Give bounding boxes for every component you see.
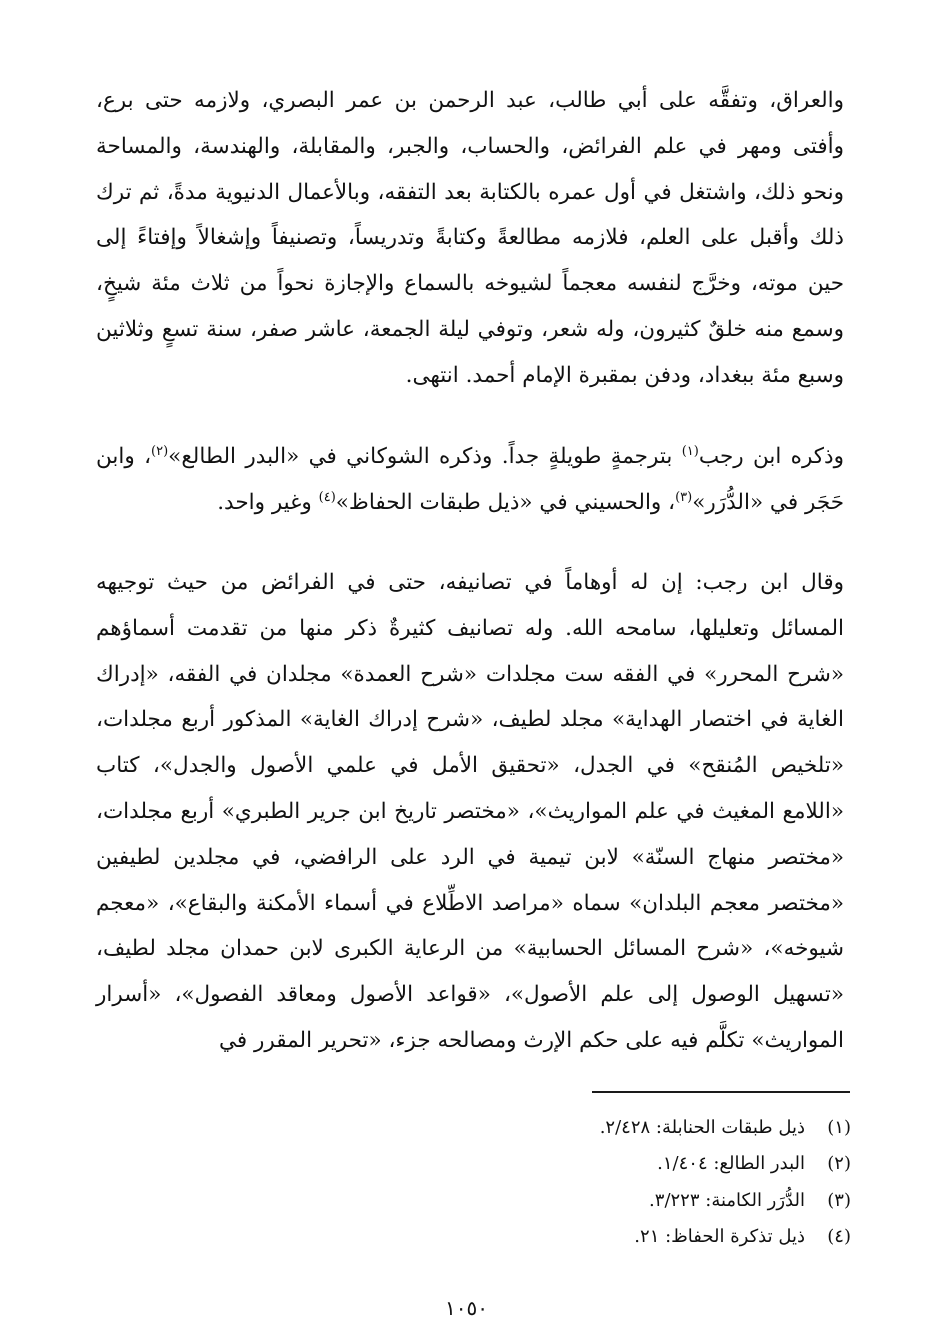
footnote-text: البدر الطالع: ١/٤٠٤. — [657, 1153, 805, 1175]
paragraph-text: والعراق، وتفقَّه على أبي طالب، عبد الرحمن بن عمر البصري، ولازمه حتى برع، وأفتى ومهر في علم الفرائض، والحساب، والجبر، والمقابلة، والهندسة، والمساحة ونحو ذلك، واشتغل في أول عمره بالكتابة بعد التفقه، وبالأعمال الدنيوية مدةً، ثم ترك ذلك وأقبل على العلم، فلازمه مطالعةً وكتابةً وتدريساً، وتصنيفاً وإشغالاً وإفتاءً إلى حين موته، وخرَّج لنفسه معجماً لشيوخه بالسماع والإجازة نحواً من ثلاث مئة شيخٍ، وسمع منه خلقٌ كثيرون، وله شعر، وتوفي ليلة الجمعة، عاشر صفر، سنة تسعٍ وثلاثين وسبع مئة ببغداد، ودفن بمقبرة الإمام أحمد. انتهى. — [96, 88, 845, 388]
paragraph-text: وذكره ابن رجب — [698, 444, 845, 469]
body-paragraph — [96, 78, 844, 399]
footnote-number: (٤) — [827, 1225, 851, 1247]
footnote-ref[interactable]: (٣) — [675, 489, 693, 505]
paragraph-text: ، والحسيني في «ذيل طبقات الحفاظ» — [335, 489, 676, 515]
footnote-text: ذيل طبقات الحنابلة: ٢/٤٢٨. — [599, 1117, 805, 1138]
footnote-number: (١) — [827, 1117, 851, 1138]
paragraph-text: وغير واحد. — [217, 489, 319, 515]
footnote-item — [431, 1183, 851, 1219]
footnote-item — [431, 1146, 851, 1182]
footnote-text: ذيل تذكرة الحفاظ: ٢١. — [634, 1225, 805, 1247]
footnote-separator — [592, 1091, 850, 1093]
footnotes-list — [431, 1110, 851, 1255]
footnote-ref[interactable]: (١) — [681, 443, 699, 459]
footnote-number: (٢) — [827, 1153, 851, 1175]
footnote-text: الدُّرَر الكامنة: ٣/٢٢٣. — [649, 1189, 805, 1211]
page-number: ١٠٥٠ — [445, 1296, 488, 1320]
footnote-number: (٣) — [827, 1189, 851, 1211]
paragraph-text: وقال ابن رجب: إن له أوهاماً في تصانيفه، حتى في الفرائض من حيث توجيهه المسائل وتعليلها، سامحه الله. وله تصانيف كثيرةٌ ذكر منها من تقدمت أسماؤهم «شرح المحرر» في الفقه ست مجلدات «شرح العمدة» مجلدان في الفقه، «إدراك الغاية في اختصار الهداية» مجلد لطيف، «شرح إدراك الغاية» المذكور أربع مجلدات، «تلخيص المُنقح» في الجدل، «تحقيق الأمل في علمي الأصول والجدل»، كتاب «اللامع المغيث في علم المواريث»، «مختصر تاريخ ابن جرير الطبري» أربع مجلدات، «مختصر منهاج السنّة» لابن تيمية في الرد على الرافضي، في مجلدين لطيفين «مختصر معجم البلدان» سماه «مراصد الاطِّلاع في أسماء الأمكنة والبقاع»، «معجم شيوخه»، «شرح المسائل الحسابية» من الرعاية الكبرى لابن حمدان مجلد لطيف، «تسهيل الوصول إلى علم الأصول»، «قواعد الأصول ومعاقد الفصول»، «أسرار المواريث» تكلَّم فيه على حكم الإرث ومصالحه جزء، «تحرير المقرر في — [96, 570, 844, 1053]
footnote-ref[interactable]: (٤) — [318, 489, 336, 505]
paragraph-text: ، وابن حَجَر في «الدُّرَر» — [96, 444, 844, 515]
paragraph-text: بترجمةٍ طويلةٍ جداً. وذكره الشوكاني في «البدر الطالع» — [168, 444, 682, 469]
body-paragraph — [96, 434, 844, 526]
footnote-item — [431, 1219, 851, 1255]
footnote-item — [431, 1110, 851, 1146]
footnote-ref[interactable]: (٢) — [151, 443, 169, 459]
body-paragraph — [96, 560, 844, 1064]
